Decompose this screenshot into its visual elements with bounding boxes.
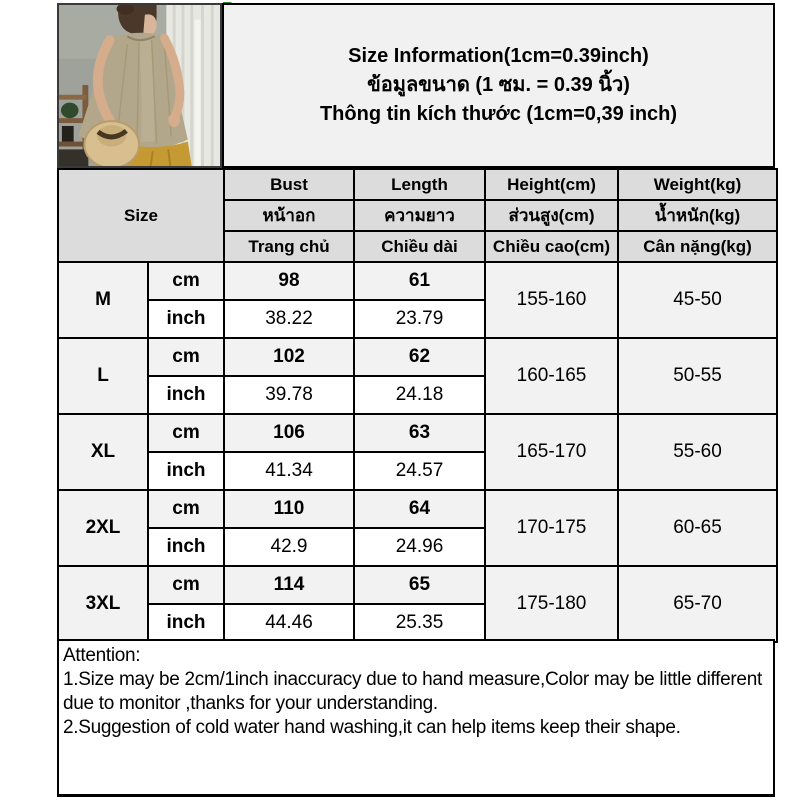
unit-cm-cell: cm [148,338,224,376]
unit-cm-cell: cm [148,490,224,528]
bust-cm-value: 98 [224,262,354,300]
size-header-cell: Size [58,169,224,262]
header-weight-en: Weight(kg) [618,169,777,200]
title-vietnamese: Thông tin kích thước (1cm=0,39 inch) [319,103,678,125]
header-row-en [58,169,777,200]
size-label: M [58,262,148,338]
bust-cm-value: 114 [224,566,354,604]
unit-cm-cell: cm [148,262,224,300]
size-table [57,168,778,643]
product-photo [57,3,222,168]
header-length-vi: Chiều dài [354,231,485,262]
length-cm-value: 63 [354,414,485,452]
bust-inch-value: 38.22 [224,300,354,338]
attention-box [57,639,775,797]
row-l-cm [58,338,777,376]
size-info-title-box [222,3,775,168]
height-range: 165-170 [485,414,618,490]
bust-cm-value: 102 [224,338,354,376]
title-thai: ข้อมูลขนาด (1 ซม. = 0.39 นิ้ว) [367,74,630,96]
height-range: 175-180 [485,566,618,642]
title-english: Size Information(1cm=0.39inch) [348,45,649,67]
weight-range: 65-70 [618,566,777,642]
row-3xl-cm [58,566,777,604]
length-inch-value: 23.79 [354,300,485,338]
weight-range: 60-65 [618,490,777,566]
bust-inch-value: 41.34 [224,452,354,490]
length-cm-value: 62 [354,338,485,376]
header-height-th: ส่วนสูง(cm) [485,200,618,231]
length-inch-value: 25.35 [354,604,485,642]
header-length-en: Length [354,169,485,200]
height-range: 155-160 [485,262,618,338]
unit-inch-cell: inch [148,528,224,566]
size-label: XL [58,414,148,490]
header-height-en: Height(cm) [485,169,618,200]
weight-range: 45-50 [618,262,777,338]
bust-inch-value: 44.46 [224,604,354,642]
attention-heading: Attention: [63,645,141,666]
bust-inch-value: 39.78 [224,376,354,414]
length-cm-value: 64 [354,490,485,528]
unit-inch-cell: inch [148,376,224,414]
bust-inch-value: 42.9 [224,528,354,566]
bust-cm-value: 106 [224,414,354,452]
unit-inch-cell: inch [148,300,224,338]
header-weight-vi: Cân nặng(kg) [618,231,777,262]
size-label: 2XL [58,490,148,566]
unit-cm-cell: cm [148,414,224,452]
header-bust-th: หน้าอก [224,200,354,231]
length-cm-value: 61 [354,262,485,300]
product-photo-illustration [59,5,220,166]
bust-cm-value: 110 [224,490,354,528]
row-2xl-cm [58,490,777,528]
header-bust-en: Bust [224,169,354,200]
weight-range: 50-55 [618,338,777,414]
header-weight-th: น้ำหนัก(kg) [618,200,777,231]
row-m-cm [58,262,777,300]
length-inch-value: 24.18 [354,376,485,414]
attention-note-2: 2.Suggestion of cold water hand washing,it can help items keep their shape. [63,717,681,738]
header-length-th: ความยาว [354,200,485,231]
size-label: 3XL [58,566,148,642]
length-inch-value: 24.57 [354,452,485,490]
length-cm-value: 65 [354,566,485,604]
row-xl-cm [58,414,777,452]
weight-range: 55-60 [618,414,777,490]
unit-inch-cell: inch [148,452,224,490]
height-range: 160-165 [485,338,618,414]
unit-cm-cell: cm [148,566,224,604]
size-label: L [58,338,148,414]
header-height-vi: Chiều cao(cm) [485,231,618,262]
header-bust-vi: Trang chủ [224,231,354,262]
attention-note-1: 1.Size may be 2cm/1inch inaccuracy due to hand measure,Color may be little different due to monitor ,thanks for your understanding. [63,669,762,714]
height-range: 170-175 [485,490,618,566]
length-inch-value: 24.96 [354,528,485,566]
unit-inch-cell: inch [148,604,224,642]
